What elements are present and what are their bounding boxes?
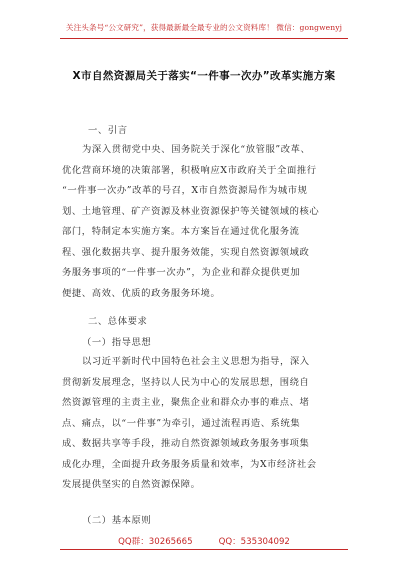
guiding-line: 成化办理，全面提升政务服务质量和效率，为X市经济社会 — [62, 458, 317, 470]
intro-line: 为深入贯彻党中央、国务院关于深化“放管服”改革、 — [82, 144, 311, 155]
guiding-line: 点、痛点，以“一件事”为牵引，通过流程再造、系统集 — [62, 417, 301, 429]
subsection-heading-guiding-ideology: （一）指导思想 — [82, 337, 152, 348]
intro-line: 优化营商环境的决策部署，积极响应X市政府关于全面推行 — [62, 164, 317, 176]
intro-paragraph — [62, 140, 352, 304]
header-divider — [60, 38, 348, 39]
guiding-line: 然资源管理的主责主业，聚焦企业和群众办事的难点、堵 — [62, 397, 310, 408]
intro-line: 务服务事项的“一件事一次办”，为企业和群众提供更加 — [62, 267, 301, 278]
section-heading-introduction: 一、引言 — [88, 125, 128, 136]
intro-line: 程、强化数据共享、提升服务效能，实现自然资源领域政 — [62, 246, 310, 258]
guiding-line: 以习近平新时代中国特色社会主义思想为指导，深入 — [82, 356, 310, 367]
intro-line: 划、土地管理、矿产资源及林业资源保护等关键领域的核心 — [62, 205, 320, 217]
section-heading-general-requirements: 二、总体要求 — [88, 316, 148, 327]
footer-qq-group: QQ群：30265665 — [118, 537, 193, 547]
document-title: X市自然资源局关于落实“一件事一次办”改革实施方案 — [72, 70, 336, 82]
subsection-heading-basic-principles: （二）基本原则 — [82, 515, 152, 526]
intro-line: 部门，特制定本实施方案。本方案旨在通过优化服务流 — [62, 226, 300, 237]
footer-contact — [0, 535, 408, 547]
guiding-line: 贯彻新发展理念，坚持以人民为中心的发展思想，围绕自 — [62, 376, 310, 388]
guiding-line: 成、数据共享等手段，推动自然资源领域政务服务事项集 — [62, 438, 310, 449]
header-banner: 关注头条号“公文研究”，获得最新最全最专业的公文资料库！ 微信：gongwenyj — [65, 23, 343, 32]
guiding-paragraph — [62, 352, 352, 496]
footer-qq-number: QQ：535304092 — [218, 537, 290, 547]
guiding-line: 发展提供坚实的自然资源保障。 — [62, 479, 201, 490]
intro-line: “一件事一次办”改革的号召，X市自然资源局作为城市规 — [62, 185, 308, 196]
intro-line: 便捷、高效、优质的政务服务环境。 — [62, 287, 221, 299]
footer-divider — [60, 549, 348, 550]
